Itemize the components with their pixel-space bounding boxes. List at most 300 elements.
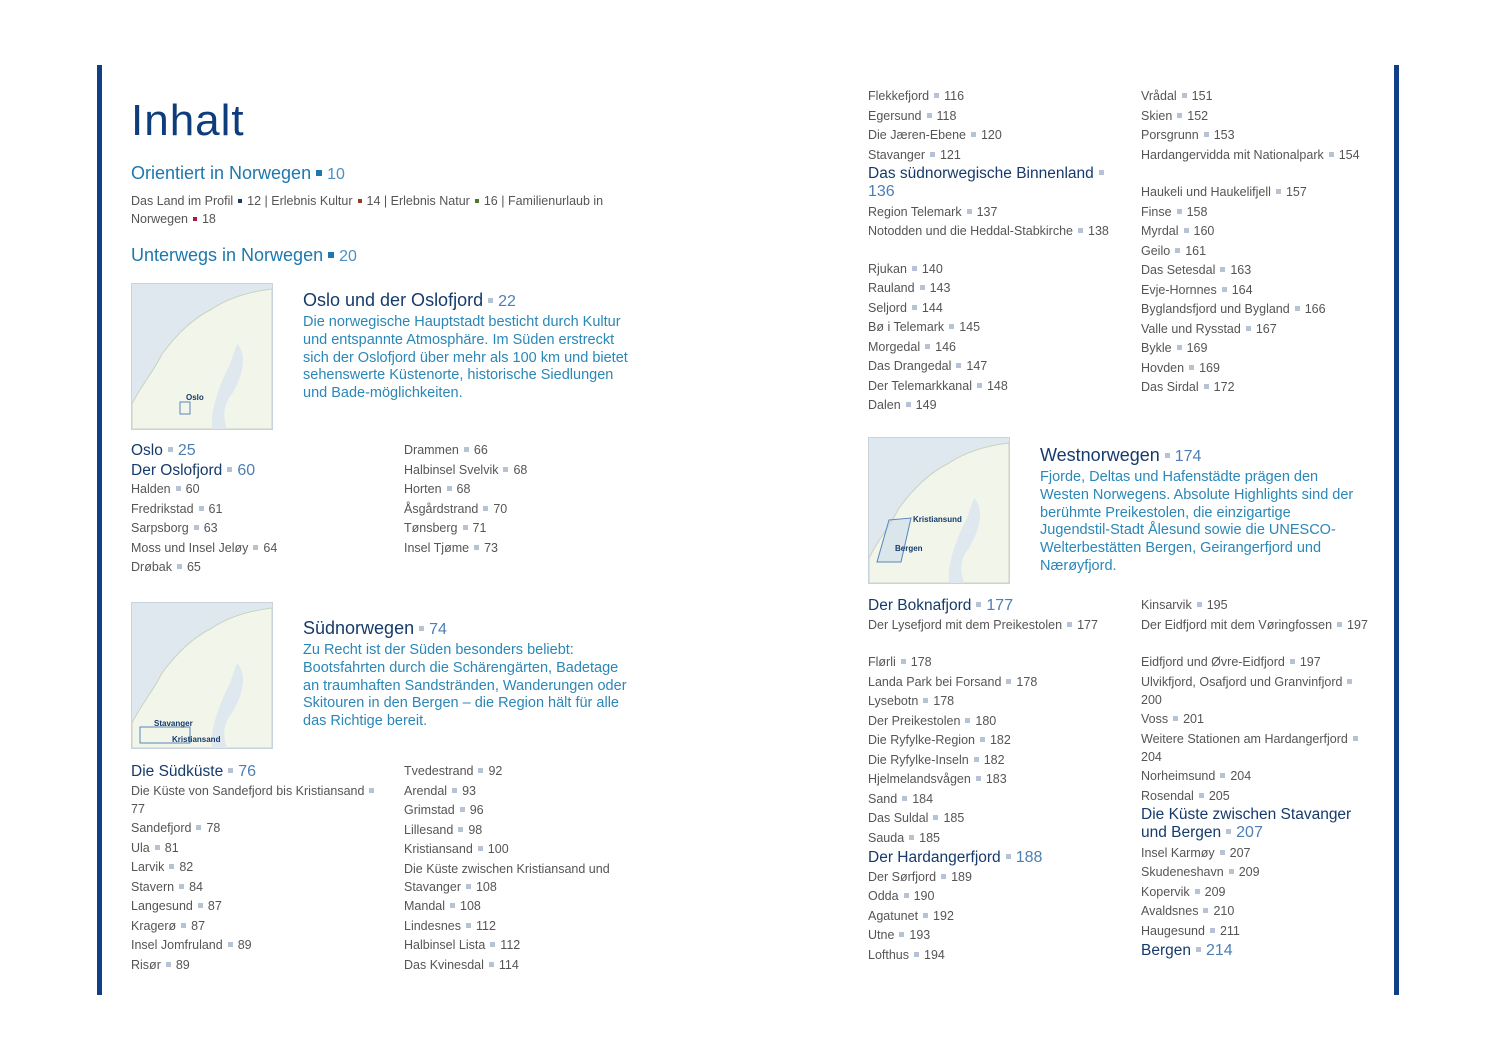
page-number: 152: [1187, 108, 1209, 123]
page-number: 190: [913, 889, 935, 903]
entry-label: Ulvikfjord, Osafjord und Granvinfjord: [1141, 674, 1343, 689]
west-heading[interactable]: [1040, 445, 1201, 466]
square-marker-icon: [934, 93, 939, 98]
toc-entry[interactable]: [868, 616, 1128, 654]
toc-entry[interactable]: [1141, 673, 1371, 711]
heading-label: Südnorwegen: [303, 618, 415, 638]
square-marker-icon: [503, 467, 508, 472]
toc-entry[interactable]: [404, 782, 664, 802]
entry-label: Die Küste zwischen Stavanger und Bergen: [1141, 806, 1352, 841]
page-number: 166: [1304, 302, 1326, 316]
toc-entry[interactable]: [1141, 378, 1401, 398]
sued-heading[interactable]: [303, 618, 447, 639]
norway-map-icon: [132, 284, 272, 429]
toc-entry[interactable]: [868, 338, 1128, 358]
square-marker-icon: [458, 827, 463, 832]
entry-label: Egersund: [868, 108, 922, 123]
entry-label: Das südnorwegische Binnenland: [868, 165, 1094, 182]
toc-entry[interactable]: [404, 801, 664, 821]
toc-entry[interactable]: [868, 318, 1128, 338]
square-marker-icon: [923, 913, 928, 918]
square-marker-icon: [168, 447, 173, 452]
page-number: 18: [201, 212, 216, 226]
square-marker-icon: [1078, 228, 1083, 233]
section-unterwegs[interactable]: [131, 245, 357, 266]
page-number: 114: [498, 957, 519, 972]
toc-entry[interactable]: [1141, 126, 1401, 146]
toc-entry[interactable]: [1141, 107, 1401, 127]
toc-entry[interactable]: [1141, 653, 1371, 673]
page-number: 164: [1231, 282, 1253, 297]
entry-label: Notodden und die Heddal-Stabkirche: [868, 224, 1073, 238]
square-marker-icon: [1276, 189, 1281, 194]
square-marker-icon: [463, 525, 468, 530]
toc-entry[interactable]: [1141, 203, 1401, 223]
toc-entry[interactable]: [131, 897, 391, 917]
map-label: Kristiansund: [913, 515, 962, 524]
norway-map-icon: [869, 438, 1009, 583]
toc-entry[interactable]: [868, 653, 1128, 673]
toc-entry[interactable]: [131, 782, 391, 820]
square-marker-icon: [1196, 947, 1201, 952]
entry-label: Larvik: [131, 860, 165, 874]
oslo-list-1: [131, 441, 391, 578]
toc-entry[interactable]: [868, 926, 1128, 946]
square-marker-icon: [1177, 113, 1182, 118]
square-marker-icon: [490, 942, 495, 947]
entry-label: Region Telemark: [868, 204, 962, 219]
entry-label: Das Drangedal: [868, 359, 952, 373]
square-marker-icon: [1220, 850, 1225, 855]
entry-label: Vrådal: [1141, 89, 1177, 103]
entry-label: Rosendal: [1141, 788, 1194, 803]
page-number: 177: [1077, 617, 1098, 632]
square-marker-icon: [475, 199, 479, 203]
toc-entry[interactable]: [131, 956, 391, 976]
square-marker-icon: [1229, 869, 1234, 874]
square-marker-icon: [358, 199, 362, 203]
page-number: 211: [1219, 923, 1240, 938]
square-marker-icon: [1204, 132, 1209, 137]
entry-label: Flørli: [868, 655, 896, 669]
square-marker-icon: [227, 467, 232, 472]
page-number: 209: [1204, 884, 1226, 899]
entry-label: Rjukan: [868, 261, 907, 276]
entry-label: Das Land im Profil: [131, 194, 234, 208]
toc-entry[interactable]: [404, 936, 664, 956]
toc-entry[interactable]: [868, 203, 1128, 223]
square-marker-icon: [1195, 889, 1200, 894]
square-marker-icon: [199, 506, 204, 511]
toc-heading-entry[interactable]: [1141, 806, 1371, 844]
square-marker-icon: [169, 864, 174, 869]
square-marker-icon: [906, 402, 911, 407]
toc-entry[interactable]: [1141, 767, 1371, 787]
toc-entry[interactable]: [868, 770, 1128, 790]
toc-entry[interactable]: [404, 480, 664, 500]
page-number: 71: [472, 521, 487, 535]
toc-entry[interactable]: [868, 146, 1128, 166]
entry-label: Die Küste zwischen Kristiansand und Stavanger: [404, 861, 610, 894]
square-marker-icon: [1290, 659, 1295, 664]
heading-label: Oslo und der Oslofjord: [303, 290, 484, 310]
toc-entry[interactable]: [1141, 183, 1401, 203]
square-marker-icon: [1199, 793, 1204, 798]
square-marker-icon: [488, 298, 493, 303]
section-orientiert[interactable]: [131, 163, 345, 184]
toc-entry[interactable]: [404, 519, 664, 539]
toc-entry[interactable]: [131, 480, 391, 500]
square-marker-icon: [176, 486, 181, 491]
page-number: 214: [1205, 942, 1233, 959]
page-title: Inhalt: [131, 96, 245, 145]
entry-label: Insel Jomfruland: [131, 938, 223, 952]
page-number: 182: [989, 733, 1011, 747]
page-number: 120: [980, 128, 1002, 142]
toc-entry[interactable]: [131, 839, 391, 859]
entry-label: Valle und Rysstad: [1141, 321, 1241, 336]
entry-label: Sand: [868, 791, 898, 806]
entry-label: Der Oslofjord: [131, 461, 223, 479]
west-list-1: [868, 596, 1128, 965]
toc-entry[interactable]: [868, 260, 1128, 280]
entry-label: Die Jæren-Ebene: [868, 128, 966, 142]
toc-entry[interactable]: [404, 762, 664, 782]
toc-entry[interactable]: [131, 519, 391, 539]
page-number: 204: [1230, 769, 1252, 783]
square-marker-icon: [930, 152, 935, 157]
toc-entry[interactable]: [404, 917, 664, 937]
toc-entry[interactable]: [131, 858, 391, 878]
toc-entry[interactable]: [1141, 222, 1401, 242]
toc-entry[interactable]: [404, 461, 664, 481]
page-number: 66: [473, 443, 488, 457]
square-marker-icon: [1173, 716, 1178, 721]
toc-entry[interactable]: [868, 396, 1128, 416]
page-number: 154: [1338, 147, 1360, 162]
toc-entry[interactable]: [131, 878, 391, 898]
toc-entry[interactable]: [868, 907, 1128, 927]
toc-entry[interactable]: [404, 441, 664, 461]
toc-entry[interactable]: [1141, 616, 1371, 654]
toc-entry[interactable]: [868, 87, 1128, 107]
entry-label: Das Kvinesdal: [404, 957, 484, 972]
page-number: 76: [238, 763, 256, 780]
entry-label: Oslo: [131, 442, 163, 459]
separator: |: [261, 194, 272, 208]
entry-label: Morgedal: [868, 339, 921, 354]
square-marker-icon: [196, 825, 201, 830]
entry-label: Erlebnis Natur: [390, 194, 470, 208]
square-marker-icon: [923, 698, 928, 703]
toc-entry[interactable]: [868, 887, 1128, 907]
entry-label: Die Südküste: [131, 763, 224, 780]
entry-label: Skudeneshavn: [1141, 865, 1224, 879]
entry-label: Haugesund: [1141, 923, 1205, 938]
page-number: 143: [929, 281, 951, 295]
square-marker-icon: [1337, 622, 1342, 627]
square-marker-icon: [1222, 287, 1227, 292]
toc-entry[interactable]: [1141, 300, 1401, 320]
intro-entry[interactable]: [131, 194, 261, 208]
toc-entry[interactable]: [131, 917, 391, 937]
page-number: 118: [936, 108, 957, 123]
toc-entry[interactable]: [868, 946, 1128, 966]
page-number: 197: [1347, 617, 1368, 632]
toc-entry[interactable]: [404, 860, 664, 898]
square-marker-icon: [181, 923, 186, 928]
toc-entry[interactable]: [868, 357, 1128, 377]
toc-entry[interactable]: [404, 840, 664, 860]
entry-label: Drøbak: [131, 560, 172, 574]
entry-label: Der Hardangerfjord: [868, 849, 1001, 866]
page-number: 112: [500, 938, 521, 952]
entry-label: Myrdal: [1141, 224, 1179, 238]
toc-entry[interactable]: [1141, 787, 1371, 807]
toc-entry[interactable]: [1141, 922, 1371, 942]
sued-list-2: [404, 762, 664, 975]
page-number: 180: [975, 713, 997, 728]
square-marker-icon: [933, 815, 938, 820]
entry-label: Insel Karmøy: [1141, 845, 1215, 860]
page-number: 84: [189, 879, 203, 894]
square-marker-icon: [914, 952, 919, 957]
map-suednorwegen: [131, 602, 273, 749]
entry-label: Das Sirdal: [1141, 380, 1199, 394]
toc-entry[interactable]: [1141, 844, 1371, 864]
intro-entry[interactable]: [271, 194, 380, 208]
square-marker-icon: [1067, 622, 1072, 627]
page-number: 138: [1088, 224, 1109, 238]
toc-entry[interactable]: [1141, 710, 1371, 730]
toc-entry[interactable]: [868, 377, 1128, 397]
toc-entry[interactable]: [868, 126, 1128, 146]
page-number: 158: [1186, 204, 1208, 219]
toc-entry[interactable]: [868, 809, 1128, 829]
page-number: 16: [483, 194, 498, 208]
toc-entry[interactable]: [131, 558, 391, 578]
toc-entry[interactable]: [868, 299, 1128, 319]
page-number: 96: [469, 803, 484, 817]
page-number: 184: [912, 791, 934, 806]
entry-label: Byglandsfjord und Bygland: [1141, 302, 1290, 316]
entry-label: Kopervik: [1141, 884, 1190, 899]
map-oslo: [131, 283, 273, 430]
square-marker-icon: [902, 796, 907, 801]
toc-entry[interactable]: [868, 692, 1128, 712]
square-marker-icon: [194, 525, 199, 530]
toc-entry[interactable]: [1141, 596, 1371, 616]
entry-label: Halbinsel Svelvik: [404, 462, 499, 477]
toc-entry[interactable]: [1141, 87, 1401, 107]
page-number: 194: [924, 947, 945, 962]
toc-entry[interactable]: [1141, 242, 1401, 262]
square-marker-icon: [1210, 928, 1215, 933]
entry-label: Moss und Insel Jeløy: [131, 540, 249, 555]
toc-entry[interactable]: [1141, 359, 1401, 379]
square-marker-icon: [489, 962, 494, 967]
square-marker-icon: [253, 545, 258, 550]
entry-label: Grimstad: [404, 803, 455, 817]
page-number: 98: [468, 822, 483, 837]
entry-label: Skien: [1141, 108, 1173, 123]
square-marker-icon: [369, 788, 374, 793]
square-marker-icon: [977, 383, 982, 388]
page-number: 108: [475, 880, 497, 894]
entry-label: Arendal: [404, 783, 448, 798]
toc-entry[interactable]: [868, 790, 1128, 810]
page-number: 140: [921, 261, 943, 276]
entry-label: Kristiansand: [404, 842, 473, 856]
toc-heading-entry[interactable]: [131, 461, 391, 481]
page-number: 100: [487, 842, 509, 856]
page-number: 167: [1255, 321, 1277, 336]
toc-entry[interactable]: [868, 222, 1128, 260]
entry-label: Lysebotn: [868, 694, 919, 708]
page-number: 146: [935, 339, 956, 354]
entry-label: Landa Park bei Forsand: [868, 674, 1002, 689]
entry-label: Der Sørfjord: [868, 869, 937, 884]
page-number: 185: [919, 830, 941, 845]
toc-entry[interactable]: [404, 539, 664, 559]
entry-label: Sandefjord: [131, 821, 192, 835]
page-number: 87: [207, 899, 222, 913]
toc-heading-entry[interactable]: [868, 848, 1128, 868]
toc-heading-entry[interactable]: [1141, 941, 1371, 961]
page-number: 195: [1206, 598, 1228, 612]
map-westnorwegen: [868, 437, 1010, 584]
entry-label: Die Ryfylke-Region: [868, 733, 975, 747]
page-number: 78: [206, 821, 221, 835]
square-marker-icon: [478, 846, 483, 851]
square-marker-icon: [483, 506, 488, 511]
square-marker-icon: [447, 486, 452, 491]
entry-label: Voss: [1141, 712, 1169, 726]
right-list-2: [1141, 87, 1401, 398]
page-number: 136: [868, 183, 895, 200]
toc-heading-entry[interactable]: [131, 762, 391, 782]
page-number: 137: [976, 204, 998, 219]
square-marker-icon: [912, 305, 917, 310]
toc-entry[interactable]: [1141, 339, 1401, 359]
toc-entry[interactable]: [1141, 863, 1371, 883]
oslo-heading[interactable]: [303, 290, 516, 311]
west-description: Fjorde, Deltas und Hafenstädte prägen den Westen Norwegens. Absolute Highlights sind der berühmte Preikestolen, die einzigartige Jugendstil-Stadt Ålesund sowie die UNESCO-Welterbestätten Bergen, Geirangerfjord und Nærøyfjord.: [1040, 469, 1354, 574]
toc-entry[interactable]: [131, 819, 391, 839]
square-marker-icon: [1165, 453, 1170, 458]
entry-label: Der Eidfjord mit dem Vøringfossen: [1141, 617, 1333, 632]
toc-entry[interactable]: [131, 500, 391, 520]
toc-entry[interactable]: [131, 936, 391, 956]
square-marker-icon: [976, 602, 981, 607]
toc-entry[interactable]: [404, 500, 664, 520]
page-number: 61: [208, 501, 223, 516]
toc-entry[interactable]: [1141, 320, 1401, 340]
oslo-description: Die norwegische Hauptstadt besticht durch Kultur und entspannte Atmosphäre. Im Süden erstreckt sich der Oslofjord über mehr als 100 km und bietet sehenswerte Küstenorte, historische Siedlungen und Bade-möglichkeiten.: [303, 314, 628, 402]
page-number: 210: [1213, 904, 1235, 918]
square-marker-icon: [976, 776, 981, 781]
page-number: 149: [915, 398, 937, 412]
toc-entry[interactable]: [868, 107, 1128, 127]
page-number: 178: [933, 694, 955, 708]
square-marker-icon: [965, 718, 970, 723]
toc-entry[interactable]: [868, 868, 1128, 888]
toc-entry[interactable]: [404, 956, 664, 976]
toc-entry[interactable]: [868, 712, 1128, 732]
entry-label: Åsgårdstrand: [404, 501, 479, 516]
sued-description: Zu Recht ist der Süden besonders beliebt: Bootsfahrten durch die Schärengärten, Badetage an traumhaften Sandstränden, Wanderungen oder Skitouren in den Bergen – die Region hält für alle das Richtige bereit.: [303, 642, 627, 730]
toc-entry[interactable]: [1141, 281, 1401, 301]
square-marker-icon: [166, 962, 171, 967]
entry-label: Tvedestrand: [404, 764, 474, 778]
entry-label: Bykle: [1141, 341, 1172, 355]
page-number: 192: [933, 908, 954, 923]
toc-heading-entry[interactable]: [868, 165, 1128, 203]
page-number: 177: [986, 597, 1014, 614]
left-margin-bar: [97, 65, 102, 995]
page-number: 68: [456, 482, 471, 496]
square-marker-icon: [1177, 345, 1182, 350]
toc-entry[interactable]: [868, 279, 1128, 299]
right-list-1: [868, 87, 1128, 416]
page-number: 147: [966, 359, 988, 373]
entry-label: Erlebnis Kultur: [271, 194, 353, 208]
entry-label: Lofthus: [868, 947, 910, 962]
entry-label: Der Telemarkkanal: [868, 378, 972, 393]
square-marker-icon: [1184, 228, 1189, 233]
toc-entry[interactable]: [868, 751, 1128, 771]
entry-label: Lindesnes: [404, 918, 461, 933]
page-number: 207: [1229, 845, 1251, 860]
page-number: 65: [186, 560, 201, 574]
entry-label: Sarpsborg: [131, 521, 189, 535]
page-number: 148: [986, 378, 1008, 393]
toc-entry[interactable]: [1141, 261, 1401, 281]
toc-heading-entry[interactable]: [131, 441, 391, 461]
toc-entry[interactable]: [404, 897, 664, 917]
page-number: 185: [943, 811, 965, 825]
square-marker-icon: [971, 132, 976, 137]
entry-label: Stavanger: [868, 147, 925, 162]
intro-entry[interactable]: [391, 194, 498, 208]
toc-entry[interactable]: [131, 539, 391, 559]
map-label: Kristiansand: [172, 735, 221, 744]
page-number: 82: [179, 860, 194, 874]
square-marker-icon: [1197, 602, 1202, 607]
toc-entry[interactable]: [868, 829, 1128, 849]
toc-entry[interactable]: [1141, 146, 1401, 184]
toc-entry[interactable]: [404, 821, 664, 841]
entry-label: Der Preikestolen: [868, 713, 961, 728]
toc-entry[interactable]: [1141, 902, 1371, 922]
toc-entry[interactable]: [1141, 730, 1371, 768]
square-marker-icon: [1099, 170, 1104, 175]
toc-entry[interactable]: [868, 731, 1128, 751]
square-marker-icon: [1347, 679, 1352, 684]
entry-label: Avaldsnes: [1141, 904, 1199, 918]
toc-heading-entry[interactable]: [868, 596, 1128, 616]
square-marker-icon: [464, 447, 469, 452]
square-marker-icon: [238, 199, 242, 203]
map-label: Oslo: [186, 393, 204, 402]
toc-entry[interactable]: [868, 673, 1128, 693]
page-number: 12: [247, 194, 262, 208]
toc-entry[interactable]: [1141, 883, 1371, 903]
entry-label: Die Küste von Sandefjord bis Kristiansand: [131, 783, 365, 798]
page-number: 209: [1238, 865, 1260, 879]
entry-label: Kinsarvik: [1141, 598, 1192, 612]
norway-map-icon: [132, 603, 272, 748]
